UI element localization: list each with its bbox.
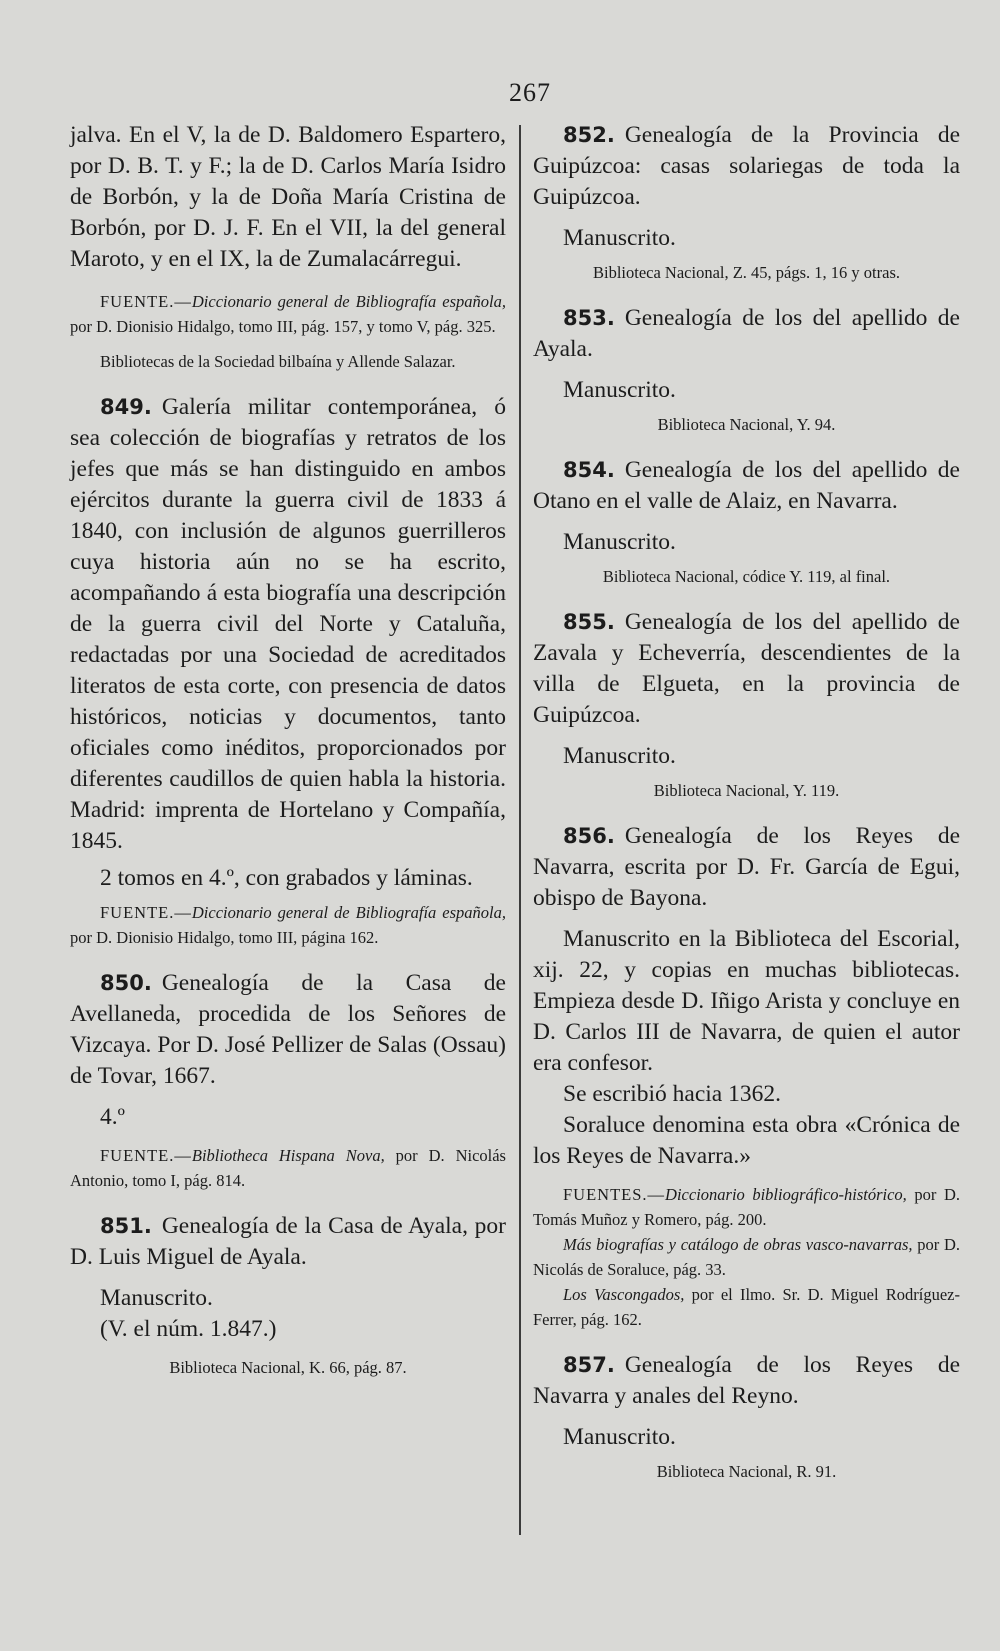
location-note: Biblioteca Nacional, Y. 119.	[653, 781, 840, 800]
entry-850	[70, 968, 506, 1193]
location-note: Biblioteca Nacional, Y. 94.	[657, 415, 836, 434]
entry-857	[533, 1350, 960, 1484]
entry-849	[70, 392, 506, 950]
continued-text: jalva. En el V, la de D. Baldomero Espartero, por D. B. T. y F.; la de D. Carlos María Isidro de Borbón, y la de Doña María Cristina de Borbón, por D. J. F. En el VII, la del general Maroto, y en el IX, la de Zumalacárregui.	[70, 122, 506, 272]
entry-853	[533, 303, 960, 437]
location-note: Biblioteca Nacional, K. 66, pág. 87.	[169, 1358, 407, 1377]
entry-title: 853. Genealogía de los del apellido de Ayala.	[533, 305, 960, 362]
right-column	[533, 120, 960, 1484]
entry-title: 857. Genealogía de los Reyes de Navarra y anales del Reyno.	[533, 1352, 960, 1409]
entry-title: 851. Genealogía de la Casa de Ayala, por D. Luis Miguel de Ayala.	[70, 1213, 506, 1270]
entry-851	[70, 1211, 506, 1380]
left-column	[70, 120, 506, 1380]
source-note: Más biografías y catálogo de obras vasco-navarras, por D. Nicolás de Soraluce, pág. 33.	[533, 1235, 960, 1279]
location-note: Bibliotecas de la Sociedad bilbaína y Allende Salazar.	[100, 352, 456, 371]
entry-title: 856. Genealogía de los Reyes de Navarra, escrita por D. Fr. García de Egui, obispo de Bayona.	[533, 823, 960, 911]
entry-title: 852. Genealogía de la Provincia de Guipúzcoa: casas solariegas de toda la Guipúzcoa.	[533, 122, 960, 210]
entry-title: 855. Genealogía de los del apellido de Zavala y Echeverría, descendientes de la villa de Elgueta, en la provincia de Guipúzcoa.	[533, 609, 960, 728]
entry-description: Manuscrito.	[100, 1285, 213, 1311]
entry-note: Se escribió hacia 1362.	[563, 1081, 781, 1107]
entry-note: Soraluce denomina esta obra «Crónica de los Reyes de Navarra.»	[533, 1112, 960, 1169]
entry-852	[533, 120, 960, 285]
entry-description: 4.º	[100, 1104, 125, 1130]
entry-cross-reference: (V. el núm. 1.847.)	[100, 1316, 277, 1342]
entry-description: 2 tomos en 4.º, con grabados y láminas.	[100, 865, 473, 891]
entry-description: Manuscrito.	[563, 743, 676, 769]
page-number: 267	[509, 78, 551, 107]
entry-title: 850. Genealogía de la Casa de Avellaneda, procedida de los Señores de Vizcaya. Por D. José Pellizer de Salas (Ossau) de Tovar, 1667.	[70, 970, 506, 1089]
column-divider	[519, 125, 521, 1535]
source-note: Los Vascongados, por el Ilmo. Sr. D. Miguel Rodríguez-Ferrer, pág. 162.	[533, 1285, 960, 1329]
entry-description: Manuscrito.	[563, 529, 676, 555]
source-note: FUENTES.—Diccionario bibliográfico-histórico, por D. Tomás Muñoz y Romero, pág. 200.	[533, 1185, 960, 1229]
entry-854	[533, 455, 960, 589]
entry-title: 854. Genealogía de los del apellido de Otano en el valle de Alaiz, en Navarra.	[533, 457, 960, 514]
entry-856	[533, 821, 960, 1332]
source-note: FUENTE.—Bibliotheca Hispana Nova, por D. Nicolás Antonio, tomo I, pág. 814.	[70, 1146, 506, 1190]
entry-title: 849. Galería militar contemporánea, ó sea colección de biografías y retratos de los jefes que más se han distinguido en ambos ejércitos durante la guerra civil de 1833 á 1840, con inclusión de algunos guerrilleros cuya historia aún no se ha escrito, acompañando á esta biografía una descripción de la guerra civil del Norte y Cataluña, redactadas por una Sociedad de acreditados literatos de esta corte, con presencia de datos históricos, noticias y documentos, tanto oficiales como inéditos, proporcionados por diferentes caudillos de quien habla la historia. Madrid: imprenta de Hortelano y Compañía, 1845.	[70, 394, 506, 854]
entry-description: Manuscrito.	[563, 225, 676, 251]
entry-description: Manuscrito.	[563, 1424, 676, 1450]
source-note: FUENTE.—Diccionario general de Bibliografía española, por D. Dionisio Hidalgo, tomo III, página 162.	[70, 903, 506, 947]
location-note: Biblioteca Nacional, códice Y. 119, al final.	[602, 567, 891, 586]
location-note: Biblioteca Nacional, Z. 45, págs. 1, 16 y otras.	[592, 263, 900, 282]
entry-description: Manuscrito en la Biblioteca del Escorial, xij. 22, y copias en muchas bibliotecas. Empieza desde D. Iñigo Arista y concluye en D. Carlos III de Navarra, de quien el autor era confesor.	[533, 926, 960, 1076]
entry-855	[533, 607, 960, 803]
entry-description: Manuscrito.	[563, 377, 676, 403]
location-note: Biblioteca Nacional, R. 91.	[656, 1462, 837, 1481]
source-note: FUENTE.—Diccionario general de Bibliografía española, por D. Dionisio Hidalgo, tomo III, pág. 157, y tomo V, pág. 325.	[70, 292, 506, 336]
